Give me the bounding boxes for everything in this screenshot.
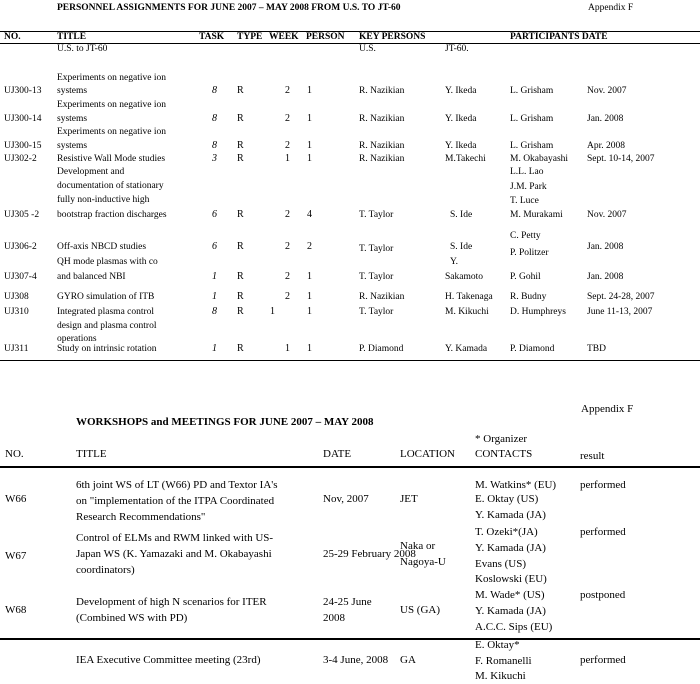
row-participant: P. Politzer — [510, 248, 549, 258]
row-location: Nagoya-U — [400, 556, 446, 568]
row-person: 1 — [307, 153, 312, 164]
appendix-label-top: Appendix F — [588, 3, 634, 13]
row-week: 2 — [285, 271, 290, 282]
col-date-header: DATE — [323, 448, 352, 460]
row-task: 1 — [212, 343, 217, 354]
row-title-line: systems — [57, 114, 88, 124]
row-key-person-us: P. Diamond — [359, 344, 404, 354]
row-task: 8 — [212, 306, 217, 317]
row-title-line: Experiments on negative ion — [57, 73, 166, 83]
row-person: 2 — [307, 241, 312, 252]
row-key-person-us: T. Taylor — [359, 210, 394, 220]
row-key-person-jt: Y. Ikeda — [445, 86, 477, 96]
row-contact: Y. Kamada (JA) — [475, 542, 546, 554]
row-date: TBD — [587, 344, 606, 354]
row-date: 25-29 February 2008 — [323, 548, 416, 560]
row-person: 1 — [307, 271, 312, 282]
row-contact: F. Romanelli — [475, 655, 532, 667]
row-no: UJ311 — [4, 344, 29, 354]
col-participants-header: PARTICIPANTS DATE — [510, 32, 608, 42]
row-contact: M. Wade* (US) — [475, 589, 545, 601]
row-key-person-us: T. Taylor — [359, 272, 394, 282]
row-no: UJ306-2 — [4, 242, 37, 252]
row-week: 2 — [285, 85, 290, 96]
row-title-line: coordinators) — [76, 564, 135, 576]
row-task: 6 — [212, 209, 217, 220]
row-type: R — [237, 271, 244, 282]
row-person: 1 — [307, 85, 312, 96]
row-date: Jan. 2008 — [587, 272, 624, 282]
row-participant: P. Diamond — [510, 344, 555, 354]
row-title-line: IEA Executive Committee meeting (23rd) — [76, 654, 261, 666]
row-date: Sept. 10-14, 2007 — [587, 154, 655, 164]
row-no: UJ310 — [4, 307, 29, 317]
row-participant: L.L. Lao — [510, 167, 544, 177]
row-participant: L. Grisham — [510, 141, 554, 151]
col-task-header: TASK — [199, 32, 225, 42]
row-location: Naka or — [400, 540, 436, 552]
row-title-line: Development and — [57, 167, 125, 177]
col-contacts-header: CONTACTS — [475, 448, 533, 460]
row-title-line: Off-axis NBCD studies — [57, 242, 147, 252]
row-title-line: systems — [57, 86, 88, 96]
row-title-line: Study on intrinsic rotation — [57, 344, 157, 354]
row-date: Jan. 2008 — [587, 242, 624, 252]
row-person: 1 — [307, 291, 312, 302]
row-key-person-us: R. Nazikian — [359, 292, 405, 302]
row-contact: A.C.C. Sips (EU) — [475, 621, 553, 633]
row-title-line: (Combined WS with PD) — [76, 612, 188, 624]
col-title-header: TITLE — [57, 32, 87, 42]
row-task: 8 — [212, 85, 217, 96]
col-title-header: TITLE — [76, 448, 107, 460]
row-location: JET — [400, 493, 418, 505]
row-key-person-jt: S. Ide — [450, 210, 473, 220]
row-location: GA — [400, 654, 416, 666]
row-result: performed — [580, 479, 626, 491]
col-type-header: TYPE — [237, 32, 263, 42]
row-contact: T. Ozeki*(JA) — [475, 526, 538, 538]
row-no: UJ300-13 — [4, 86, 42, 96]
row-title-line: operations — [57, 334, 97, 344]
row-participant: L. Grisham — [510, 86, 554, 96]
row-type: R — [237, 241, 244, 252]
row-contact: E. Oktay* — [475, 639, 520, 651]
row-type: R — [237, 343, 244, 354]
subheader-jt60: JT-60. — [445, 44, 469, 54]
row-title-line: bootstrap fraction discharges — [57, 210, 167, 220]
row-title-line: systems — [57, 141, 88, 151]
row-participant: P. Gohil — [510, 272, 541, 282]
table-bottom-rule — [0, 360, 700, 361]
assignments-title: PERSONNEL ASSIGNMENTS FOR JUNE 2007 – MAY 2008 FROM U.S. TO JT-60 — [57, 3, 401, 13]
row-contact: Koslowski (EU) — [475, 573, 547, 585]
row-key-person-us: R. Nazikian — [359, 86, 405, 96]
row-title-line: and balanced NBI — [57, 272, 126, 282]
row-week: 2 — [285, 140, 290, 151]
col-organizer-header: * Organizer — [475, 433, 528, 445]
row-key-person-jt: Y. Ikeda — [445, 141, 477, 151]
row-no: W66 — [5, 493, 27, 505]
row-person: 1 — [307, 113, 312, 124]
row-task: 8 — [212, 113, 217, 124]
row-key-person-us: T. Taylor — [359, 244, 394, 254]
row-date: Apr. 2008 — [587, 141, 625, 151]
row-type: R — [237, 113, 244, 124]
row-title-line: documentation of stationary — [57, 181, 164, 191]
row-participant: L. Grisham — [510, 114, 554, 124]
row-person: 4 — [307, 209, 312, 220]
row-week: 2 — [285, 291, 290, 302]
row-type: R — [237, 291, 244, 302]
title-clipped — [57, 334, 197, 344]
row-title-line: Research Recommendations" — [76, 511, 206, 523]
row-person: 1 — [307, 306, 312, 317]
row-task: 1 — [212, 271, 217, 282]
row-type: R — [237, 85, 244, 96]
row-week: 1 — [285, 153, 290, 164]
row-title-line: Development of high N scenarios for ITER — [76, 596, 267, 608]
row-week: 2 — [285, 209, 290, 220]
row-participant: M. Okabayashi — [510, 154, 569, 164]
row-title-line: Japan WS (K. Yamazaki and M. Okabayashi — [76, 548, 272, 560]
row-type: R — [237, 209, 244, 220]
col-location-header: LOCATION — [400, 448, 455, 460]
row-title-line: design and plasma control — [57, 321, 157, 331]
row-title-line: fully non-inductive high — [57, 195, 150, 205]
row-person: 1 — [307, 140, 312, 151]
col-week-header: WEEK — [269, 32, 299, 42]
row-no: W68 — [5, 604, 27, 616]
row-participant: C. Petty — [510, 231, 541, 241]
row-task: 6 — [212, 241, 217, 252]
row-date: 24-25 June — [323, 596, 372, 608]
row-date: 3-4 June, 2008 — [323, 654, 389, 666]
row-type: R — [237, 140, 244, 151]
row-date: Jan. 2008 — [587, 114, 624, 124]
row-contact: Y. Kamada (JA) — [475, 605, 546, 617]
row-task: 1 — [212, 291, 217, 302]
row-title-line: Resistive Wall Mode studies — [57, 154, 166, 164]
row-result: postponed — [580, 589, 626, 601]
row-contact: M. Kikuchi — [475, 670, 526, 682]
participant-clipped — [510, 248, 580, 258]
row-result: performed — [580, 526, 626, 538]
appendix-label-bottom: Appendix F — [581, 403, 634, 415]
row-date: Nov, 2007 — [323, 493, 369, 505]
col-person-header: PERSON — [306, 32, 345, 42]
row-location: US (GA) — [400, 604, 441, 616]
subheader-us: U.S. — [359, 44, 376, 54]
row-contact: Y. Kamada (JA) — [475, 509, 546, 521]
date-clipped — [323, 548, 416, 565]
col-no-header: NO. — [5, 448, 24, 460]
row-contact: M. Watkins* (EU) — [475, 479, 557, 491]
row-task: 3 — [212, 153, 217, 164]
row-contact: E. Oktay (US) — [475, 493, 539, 505]
row-key-person-jt: H. Takenaga — [445, 292, 493, 302]
row-week: 1 — [285, 343, 290, 354]
row-week: 1 — [270, 306, 275, 317]
row-no: UJ307-4 — [4, 272, 37, 282]
row-participant: D. Humphreys — [510, 307, 566, 317]
row-result: performed — [580, 654, 626, 666]
row-date: Nov. 2007 — [587, 210, 627, 220]
row-key-person-jt: Y. Ikeda — [445, 114, 477, 124]
row-key-person-jt: Sakamoto — [445, 272, 483, 282]
subheader-direction: U.S. to JT-60 — [57, 44, 108, 54]
row-participant: R. Budny — [510, 292, 547, 302]
row-date: June 11-13, 2007 — [587, 307, 653, 317]
row-participant: T. Luce — [510, 196, 539, 206]
row-key-person-jt: Y. — [450, 257, 459, 267]
row-participant: J.M. Park — [510, 182, 547, 192]
row-key-person-jt: M.Takechi — [445, 154, 486, 164]
row-title-line: Integrated plasma control — [57, 307, 155, 317]
row-no: UJ300-15 — [4, 141, 42, 151]
row-week: 2 — [285, 241, 290, 252]
row-title-line: on "implementation of the ITPA Coordinated — [76, 495, 275, 507]
row-title-line: 6th joint WS of LT (W66) PD and Textor IA's — [76, 479, 278, 491]
row-task: 8 — [212, 140, 217, 151]
col-result-header: result — [580, 450, 605, 462]
row-date: 2008 — [323, 612, 345, 624]
row-key-person-us: R. Nazikian — [359, 154, 405, 164]
row-no: UJ302-2 — [4, 154, 37, 164]
row-no: UJ300-14 — [4, 114, 42, 124]
row-contact: Evans (US) — [475, 558, 527, 570]
row-key-person-us: R. Nazikian — [359, 114, 405, 124]
row-no: UJ305 -2 — [4, 210, 40, 220]
row-title-line: Control of ELMs and RWM linked with US- — [76, 532, 274, 544]
row-title-line: QH mode plasmas with co — [57, 257, 158, 267]
row-type: R — [237, 306, 244, 317]
row-no: UJ308 — [4, 292, 29, 302]
workshops-row-rule — [0, 638, 700, 640]
workshops-header-rule — [0, 466, 700, 468]
row-date: Nov. 2007 — [587, 86, 627, 96]
row-no: W67 — [5, 550, 27, 562]
row-participant: M. Murakami — [510, 210, 563, 220]
row-key-person-jt: M. Kikuchi — [445, 307, 489, 317]
row-key-person-us: T. Taylor — [359, 307, 394, 317]
row-date: Sept. 24-28, 2007 — [587, 292, 655, 302]
col-key-persons-header: KEY PERSONS — [359, 32, 426, 42]
row-key-person-us: R. Nazikian — [359, 141, 405, 151]
col-no-header: NO. — [4, 32, 21, 42]
workshops-title: WORKSHOPS and MEETINGS FOR JUNE 2007 – MAY 2008 — [76, 416, 374, 428]
row-type: R — [237, 153, 244, 164]
row-title-line: GYRO simulation of ITB — [57, 292, 155, 302]
row-title-line: Experiments on negative ion — [57, 100, 166, 110]
row-key-person-jt: S. Ide — [450, 242, 473, 252]
row-person: 1 — [307, 343, 312, 354]
row-week: 2 — [285, 113, 290, 124]
row-key-person-jt: Y. Kamada — [445, 344, 488, 354]
row-title-line: Experiments on negative ion — [57, 127, 166, 137]
